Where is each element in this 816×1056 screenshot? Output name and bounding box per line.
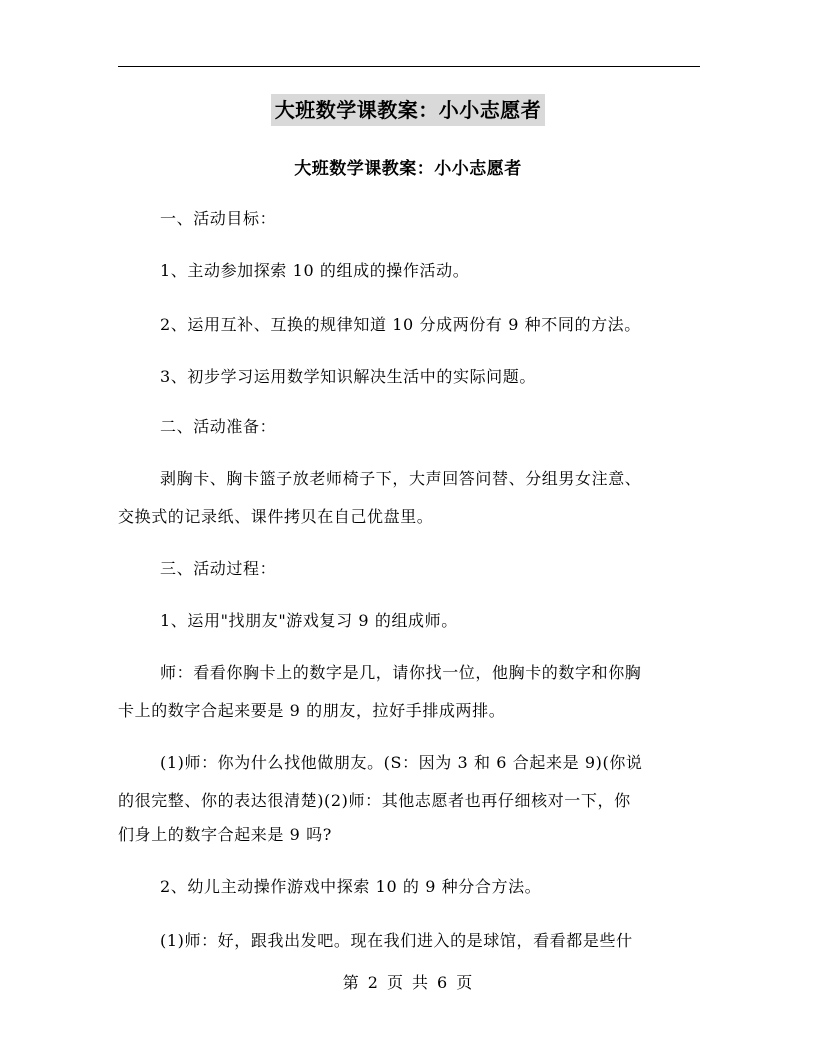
footer-prefix: 第: [342, 973, 360, 992]
title-wrap: [0, 94, 816, 126]
paragraph-line: 的很完整、你的表达很清楚)(2)师：其他志愿者也再仔细核对一下，你: [118, 791, 631, 810]
goal-item-1: 1、主动参加探索 10 的组成的操作活动。: [160, 261, 470, 280]
footer-of: 共: [412, 973, 430, 992]
footer-page-number: 2: [367, 973, 379, 992]
section-heading-process: 三、活动过程：: [160, 559, 277, 578]
header-rule: [118, 66, 700, 67]
goal-item-3: 3、初步学习运用数学知识解决生活中的实际问题。: [160, 367, 536, 386]
process-step-1: 1、运用"找朋友"游戏复习 9 的组成师。: [160, 611, 458, 630]
paragraph-line: 师：看看你胸卡上的数字是几，请你找一位，他胸卡的数字和你胸: [160, 663, 642, 682]
footer-suffix: 页: [456, 973, 474, 992]
page-footer: [0, 970, 816, 993]
paragraph-line: (1)师：你为什么找他做朋友。(S：因为 3 和 6 合起来是 9)(你说: [160, 753, 643, 772]
goal-item-2: 2、运用互补、互换的规律知道 10 分成两份有 9 种不同的方法。: [160, 315, 641, 334]
footer-total-pages: 6: [437, 973, 449, 992]
paragraph-line: (1)师：好，跟我出发吧。现在我们进入的是球馆，看看都是些什: [160, 931, 633, 950]
document-subtitle: 大班数学课教案：小小志愿者: [294, 159, 522, 179]
footer-page-word: 页: [386, 973, 404, 992]
preparation-line-2: 交换式的记录纸、课件拷贝在自己优盘里。: [118, 507, 434, 526]
document-title: 大班数学课教案：小小志愿者: [271, 94, 546, 126]
section-heading-preparation: 二、活动准备：: [160, 417, 277, 436]
preparation-line-1: 剥胸卡、胸卡篮子放老师椅子下，大声回答问替、分组男女注意、: [160, 469, 642, 488]
paragraph-line: 卡上的数字合起来要是 9 的朋友，拉好手排成两排。: [118, 701, 506, 720]
paragraph-line: 们身上的数字合起来是 9 吗?: [118, 825, 332, 844]
process-step-2: 2、幼儿主动操作游戏中探索 10 的 9 种分合方法。: [160, 877, 542, 896]
section-heading-goals: 一、活动目标：: [160, 209, 277, 228]
